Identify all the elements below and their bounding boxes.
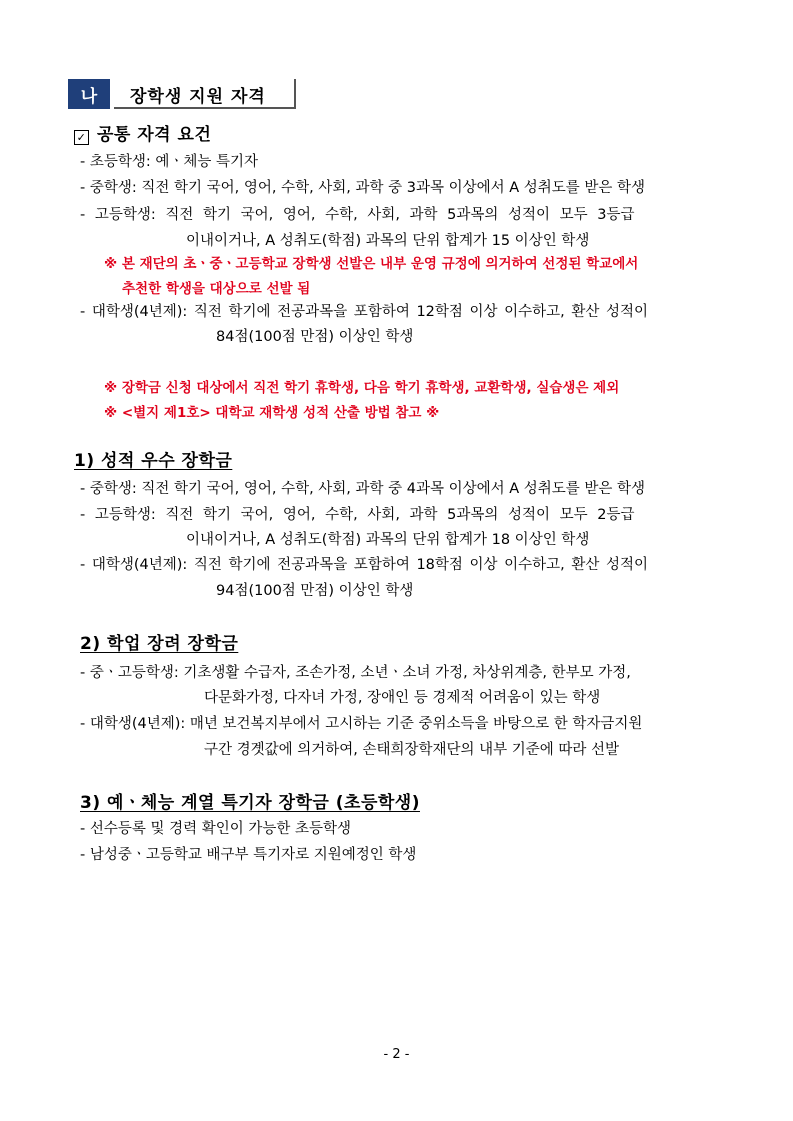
common-note-school-cont: 추천한 학생을 대상으로 선발 됨 <box>122 281 311 297</box>
section-title: 장학생 지원 자격 <box>130 87 266 107</box>
common-note-exclusion: ※ 장학금 신청 대상에서 직전 학기 휴학생, 다음 학기 휴학생, 교환학생, 실습생은 제외 <box>104 380 620 396</box>
common-title: 공통 자격 요건 <box>97 125 212 145</box>
arts-sports-scholarship-title: 3) 예ㆍ체능 계열 특기자 장학금 (초등학생) <box>80 793 420 813</box>
common-note-reference: ※ <별지 제1호> 대학교 재학생 성적 산출 방법 참고 ※ <box>104 405 440 421</box>
title-corner-line <box>294 79 296 109</box>
merit-line-middle: - 중학생: 직전 학기 국어, 영어, 수학, 사회, 과학 중 4과목 이상에서 A 성취도를 받은 학생 <box>80 481 646 497</box>
merit-line-high-cont: 이내이거나, A 성취도(학점) 과목의 단위 합계가 18 이상인 학생 <box>186 532 590 548</box>
merit-line-university-cont: 94점(100점 만점) 이상인 학생 <box>216 583 414 599</box>
common-line-university: - 대학생(4년제): 직전 학기에 전공과목을 포함하여 12학점 이상 이수하고, 환산 성적이 <box>80 304 649 320</box>
merit-scholarship-title: 1) 성적 우수 장학금 <box>74 451 233 471</box>
encouragement-line-school-cont: 다문화가정, 다자녀 가정, 장애인 등 경제적 어려움이 있는 학생 <box>204 690 601 706</box>
encouragement-line-university-cont: 구간 경곗값에 의거하여, 손태희장학재단의 내부 기준에 따라 선발 <box>204 742 620 758</box>
arts-sports-line-registration: - 선수등록 및 경력 확인이 가능한 초등학생 <box>80 821 352 837</box>
merit-line-high: - 고등학생: 직전 학기 국어, 영어, 수학, 사회, 과학 5과목의 성적이 모두 2등급 <box>80 507 635 523</box>
common-line-high: - 고등학생: 직전 학기 국어, 영어, 수학, 사회, 과학 5과목의 성적이 모두 3등급 <box>80 207 635 223</box>
encouragement-scholarship-title: 2) 학업 장려 장학금 <box>80 634 239 654</box>
section-badge: 나 <box>68 79 110 109</box>
title-underline <box>114 107 296 109</box>
common-requirements-heading <box>74 120 211 145</box>
merit-line-university: - 대학생(4년제): 직전 학기에 전공과목을 포함하여 18학점 이상 이수하고, 환산 성적이 <box>80 557 649 573</box>
arts-sports-line-volleyball: - 남성중ㆍ고등학교 배구부 특기자로 지원예정인 학생 <box>80 847 417 863</box>
encouragement-line-school: - 중ㆍ고등학생: 기초생활 수급자, 조손가정, 소년ㆍ소녀 가정, 차상위계층, 한부모 가정, <box>80 665 631 681</box>
common-line-university-cont: 84점(100점 만점) 이상인 학생 <box>216 329 414 345</box>
common-note-school: ※ 본 재단의 초ㆍ중ㆍ고등학교 장학생 선발은 내부 운영 규정에 의거하여 선정된 학교에서 <box>104 256 639 272</box>
checkbox-icon: ✓ <box>74 130 89 145</box>
common-line-high-cont: 이내이거나, A 성취도(학점) 과목의 단위 합계가 15 이상인 학생 <box>186 233 590 249</box>
page-number: - 2 - <box>383 1047 410 1062</box>
common-line-elementary: - 초등학생: 예ㆍ체능 특기자 <box>80 154 259 170</box>
encouragement-line-university: - 대학생(4년제): 매년 보건복지부에서 고시하는 기준 중위소득을 바탕으로 한 학자금지원 <box>80 716 643 732</box>
common-line-middle: - 중학생: 직전 학기 국어, 영어, 수학, 사회, 과학 중 3과목 이상에서 A 성취도를 받은 학생 <box>80 180 646 196</box>
